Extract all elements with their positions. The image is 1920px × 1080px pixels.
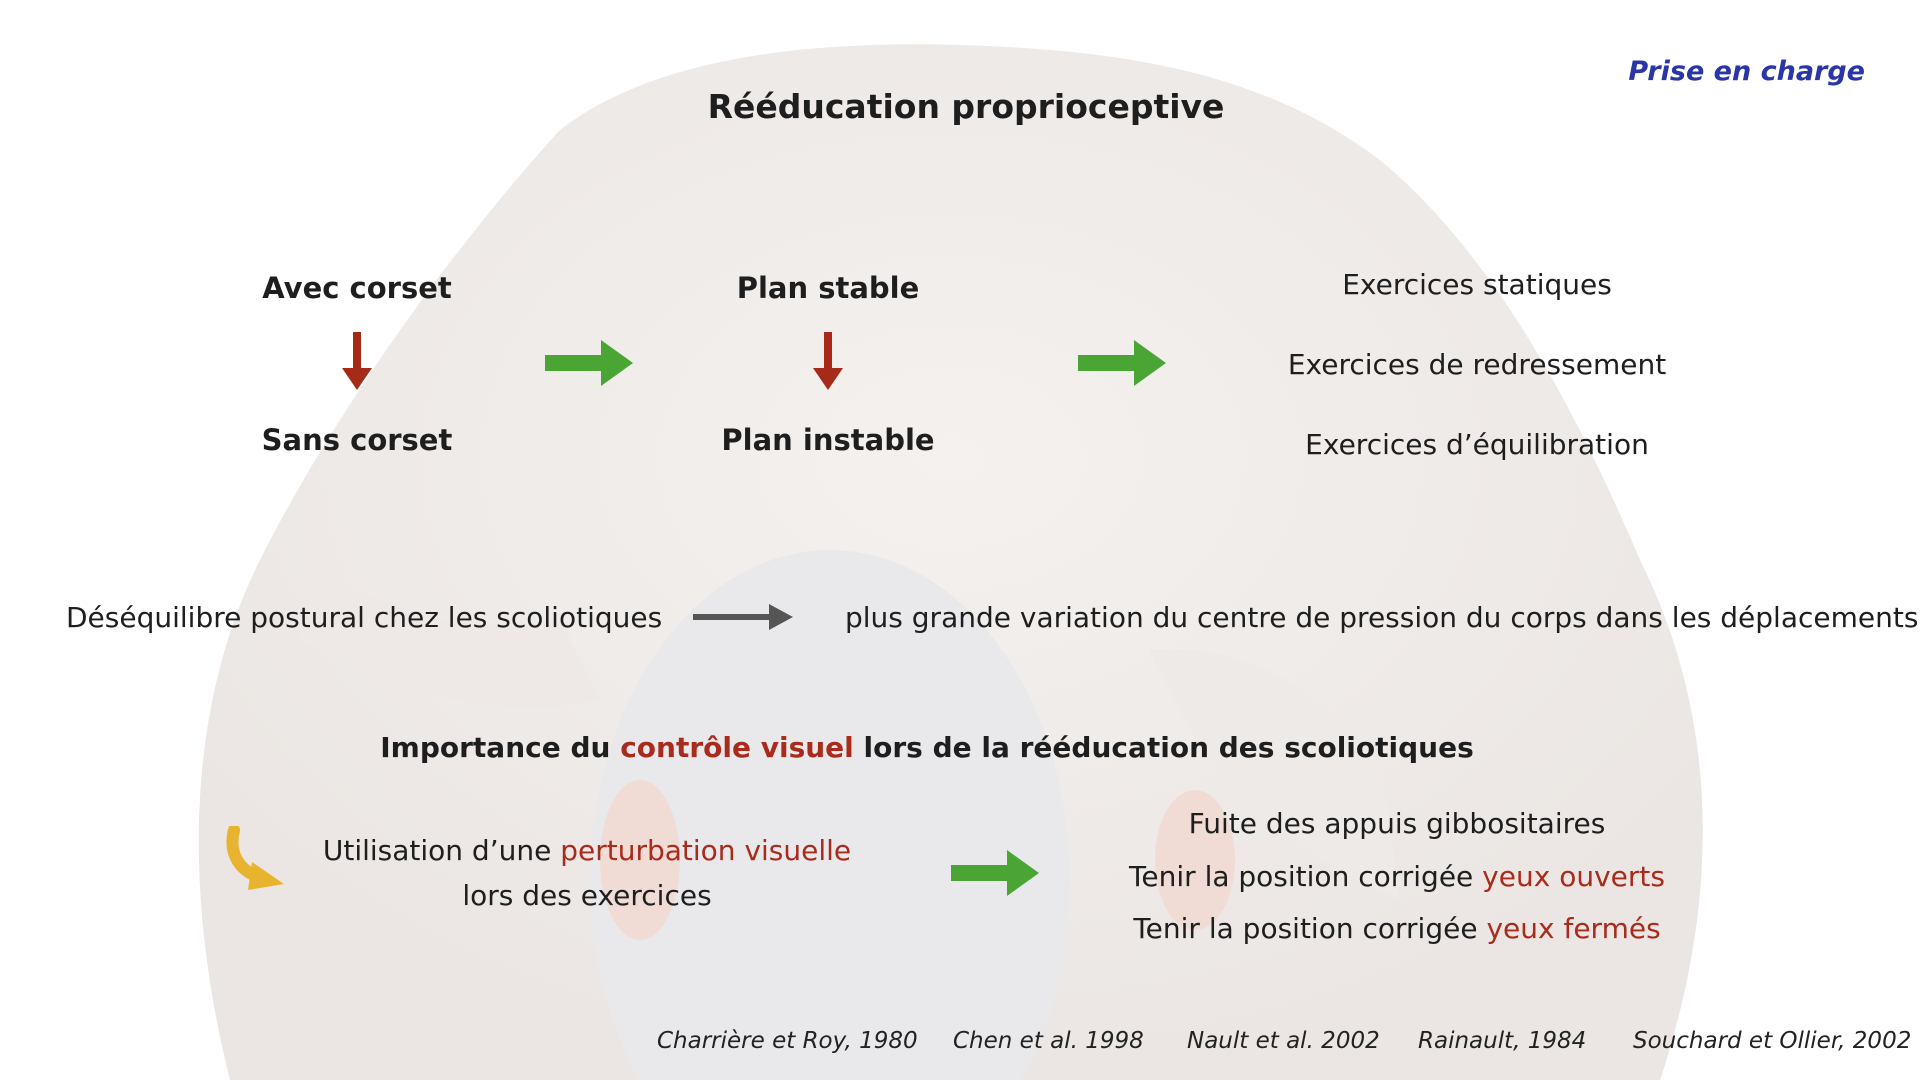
arrow-right-icon	[1078, 338, 1168, 388]
arrow-right-icon	[693, 602, 795, 632]
plan-to-label: Plan instable	[721, 423, 935, 457]
exercise-item: Exercices statiques	[1342, 268, 1612, 301]
plan-from-label: Plan stable	[736, 271, 920, 305]
section-label: Prise en charge	[1628, 56, 1865, 87]
visual-control-heading: Importance du contrôle visuel lors de la rééducation des scoliotiques	[380, 731, 1474, 764]
arrow-down-icon	[340, 332, 374, 392]
reference: Chen et al. 1998	[953, 1028, 1144, 1054]
outcome-item: Tenir la position corrigée yeux fermés	[1133, 912, 1661, 945]
balance-cause: Déséquilibre postural chez les scoliotiques	[66, 601, 663, 634]
corset-from-label: Avec corset	[262, 271, 452, 305]
corset-to-label: Sans corset	[261, 423, 453, 457]
method-line-1: Utilisation d’une perturbation visuelle	[322, 834, 852, 867]
curved-arrow-icon	[222, 826, 286, 890]
exercise-item: Exercices d’équilibration	[1305, 428, 1649, 461]
reference: Charrière et Roy, 1980	[657, 1028, 918, 1054]
outcome-item: Fuite des appuis gibbositaires	[1188, 807, 1606, 840]
reference: Souchard et Ollier, 2002	[1633, 1028, 1912, 1054]
outcome-item: Tenir la position corrigée yeux ouverts	[1129, 860, 1665, 893]
arrow-right-icon	[545, 338, 635, 388]
exercise-item: Exercices de redressement	[1287, 348, 1667, 381]
arrow-right-icon	[951, 848, 1041, 898]
method-line-2: lors des exercices	[462, 879, 712, 912]
reference: Nault et al. 2002	[1187, 1028, 1380, 1054]
balance-effect: plus grande variation du centre de pression du corps dans les déplacements	[845, 601, 1919, 634]
page-title: Rééducation proprioceptive	[707, 87, 1225, 126]
reference: Rainault, 1984	[1418, 1028, 1587, 1054]
arrow-down-icon	[811, 332, 845, 392]
